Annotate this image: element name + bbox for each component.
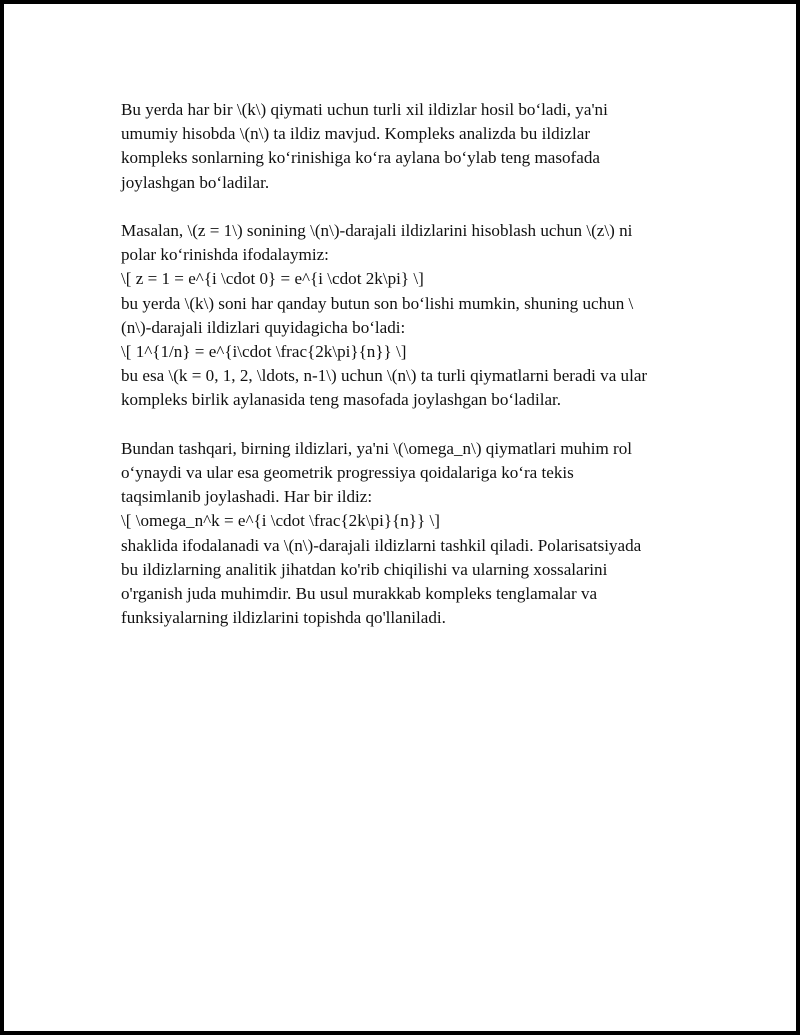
text-line: bu ildizlarning analitik jihatdan ko'rib chiqilishi va ularning xossalarini [121, 559, 608, 579]
formula-line: \[ z = 1 = e^{i \cdot 0} = e^{i \cdot 2k\pi} \] [121, 269, 424, 289]
paragraph-2 [121, 219, 711, 413]
text-line: polar ko‘rinishda ifodalaymiz: [121, 245, 329, 265]
text-line: kompleks sonlarning ko‘rinishiga ko‘ra aylana bo‘ylab teng masofada [121, 148, 600, 168]
document-body [121, 98, 711, 655]
text-line: kompleks birlik aylanasida teng masofada joylashgan bo‘ladilar. [121, 390, 562, 410]
text-line: taqsimlanib joylashadi. Har bir ildiz: [121, 487, 373, 507]
text-line: o‘ynaydi va ular esa geometrik progressiya qoidalariga ko‘ra tekis [121, 463, 574, 483]
text-line: Bundan tashqari, birning ildizlari, ya'ni \(\omega_n\) qiymatlari muhim rol [121, 438, 633, 458]
text-line: o'rganish juda muhimdir. Bu usul murakkab kompleks tenglamalar va [121, 584, 598, 604]
formula-line: \[ 1^{1/n} = e^{i\cdot \frac{2k\pi}{n}} \] [121, 342, 407, 362]
formula-line: \[ \omega_n^k = e^{i \cdot \frac{2k\pi}{n}} \] [121, 511, 440, 531]
text-line: bu yerda \(k\) soni har qanday butun son bo‘lishi mumkin, shuning uchun \ [121, 293, 634, 313]
paragraph-3 [121, 437, 711, 631]
text-line: funksiyalarning ildizlarini topishda qo'llaniladi. [121, 608, 446, 628]
text-line: (n\)-darajali ildizlari quyidagicha bo‘ladi: [121, 317, 406, 337]
text-line: umumiy hisobda \(n\) ta ildiz mavjud. Kompleks analizda bu ildizlar [121, 124, 591, 144]
text-line: Bu yerda har bir \(k\) qiymati uchun turli xil ildizlar hosil bo‘ladi, ya'ni [121, 100, 608, 119]
text-line: Masalan, \(z = 1\) sonining \(n\)-darajali ildizlarini hisoblash uchun \(z\) ni [121, 221, 633, 240]
text-line: shaklida ifodalanadi va \(n\)-darajali ildizlarni tashkil qiladi. Polarisatsiyada [121, 535, 642, 555]
text-line: joylashgan bo‘ladilar. [121, 172, 270, 192]
text-line: bu esa \(k = 0, 1, 2, \ldots, n-1\) uchun \(n\) ta turli qiymatlarni beradi va ular [121, 366, 648, 386]
paragraph-1 [121, 98, 711, 195]
